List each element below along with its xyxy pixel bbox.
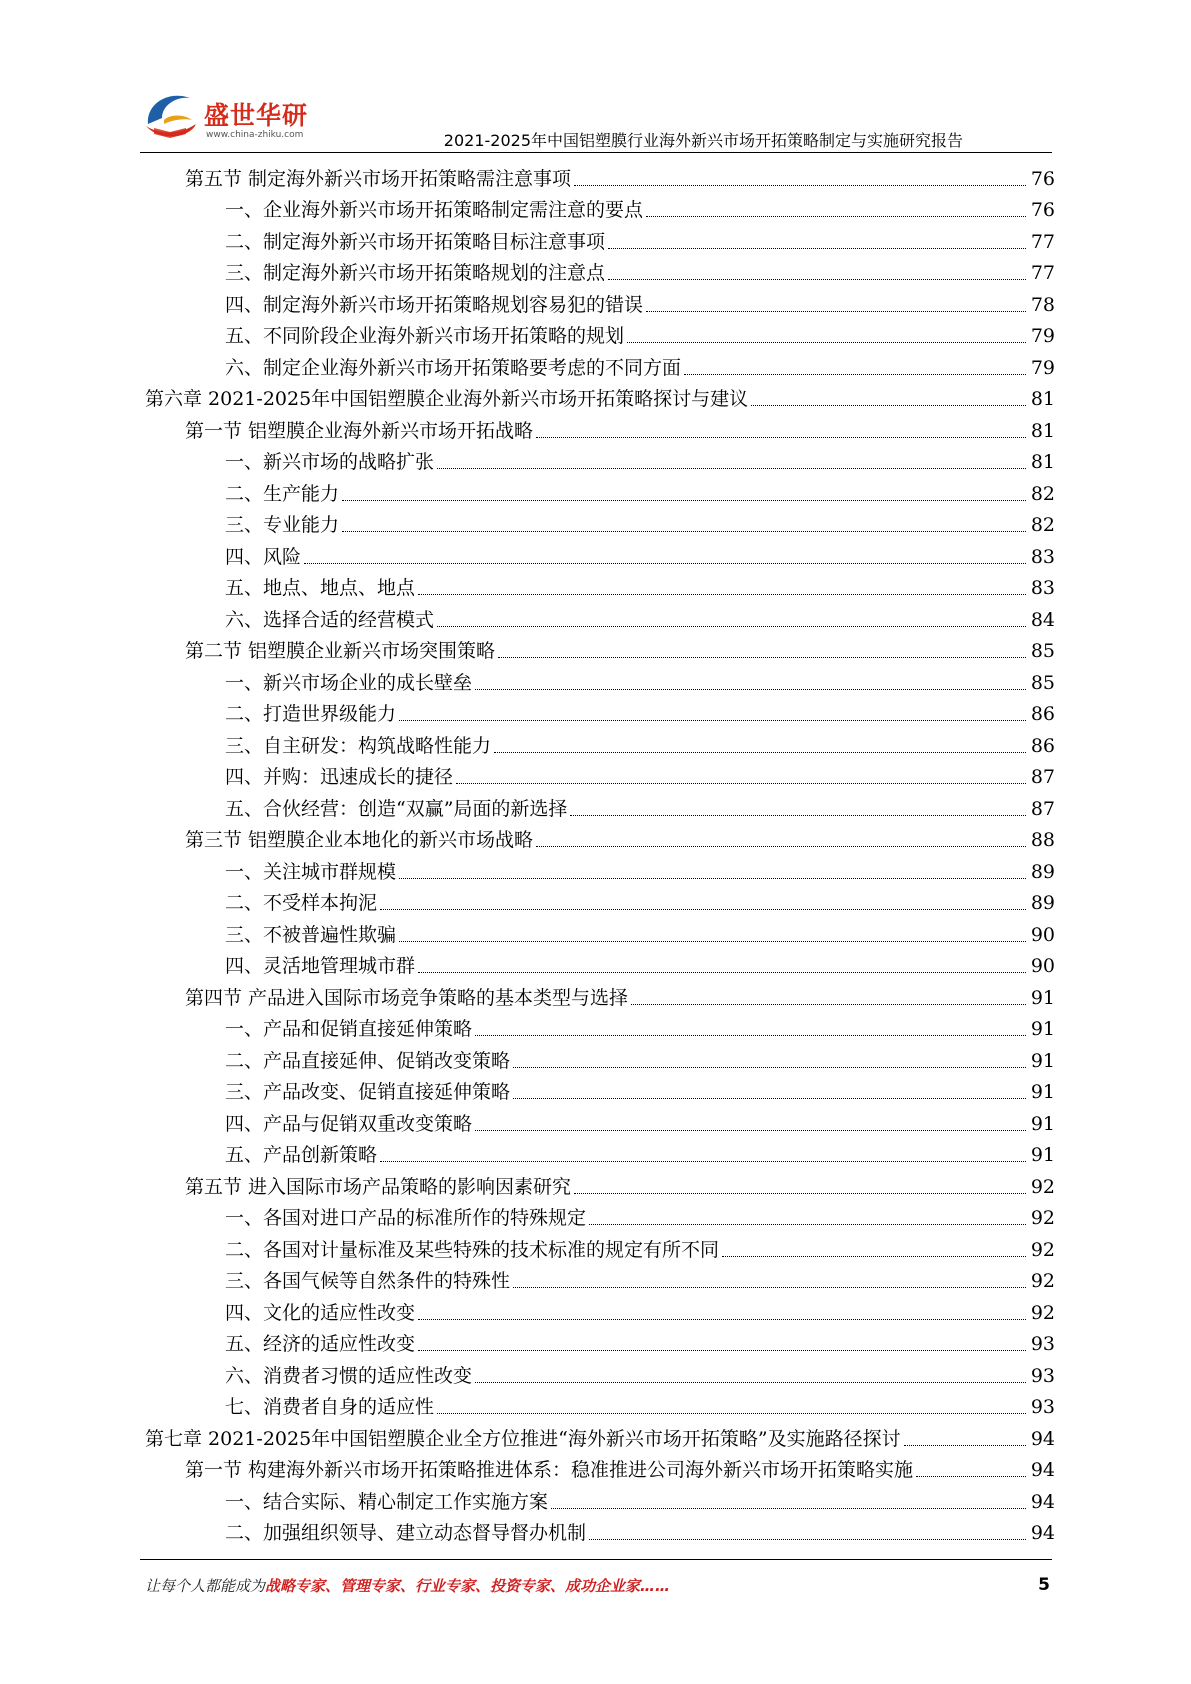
- toc-entry[interactable]: [145, 1294, 1055, 1326]
- toc-entry[interactable]: [145, 1515, 1055, 1547]
- toc-entry-page: 85: [1030, 671, 1055, 694]
- toc-leader-dots: [536, 437, 1026, 438]
- toc-entry-title: 五、合伙经营：创造“双赢”局面的新选择: [225, 797, 568, 820]
- toc-leader-dots: [437, 626, 1026, 627]
- page-footer: [145, 1575, 1050, 1599]
- toc-entry-title: 第一节 铝塑膜企业海外新兴市场开拓战略: [185, 419, 534, 442]
- toc-leader-dots: [399, 720, 1026, 721]
- toc-entry[interactable]: [145, 1483, 1055, 1515]
- toc-entry-page: 91: [1030, 1018, 1055, 1040]
- toc-entry-page: 92: [1030, 1238, 1055, 1261]
- toc-entry-page: 87: [1030, 797, 1055, 820]
- toc-leader-dots: [722, 1256, 1026, 1257]
- toc-entry-page: 91: [1030, 986, 1055, 1009]
- toc-entry-title: 第二节 铝塑膜企业新兴市场突围策略: [185, 640, 496, 662]
- toc-entry-page: 91: [1030, 1144, 1055, 1166]
- toc-entry-page: 92: [1030, 1175, 1055, 1198]
- toc-entry-page: 77: [1030, 262, 1055, 284]
- toc-entry[interactable]: [145, 948, 1055, 980]
- toc-entry-title: 一、新兴市场企业的成长壁垒: [225, 671, 473, 694]
- toc-leader-dots: [418, 1350, 1026, 1351]
- toc-entry-title: 二、加强组织领导、建立动态督导督办机制: [225, 1522, 587, 1544]
- toc-entry-page: 86: [1030, 703, 1055, 725]
- logo-emblem-icon: [140, 84, 204, 148]
- toc-entry-page: 91: [1030, 1112, 1055, 1135]
- toc-entry-page: 91: [1030, 1081, 1055, 1103]
- toc-entry-page: 93: [1030, 1333, 1055, 1355]
- toc-leader-dots: [456, 783, 1026, 784]
- toc-leader-dots: [418, 972, 1026, 973]
- toc-entry-page: 81: [1030, 419, 1055, 442]
- toc-leader-dots: [589, 1224, 1026, 1225]
- toc-entry[interactable]: [145, 759, 1055, 791]
- toc-entry-title: 五、经济的适应性改变: [225, 1333, 416, 1355]
- toc-leader-dots: [513, 1067, 1026, 1068]
- toc-entry-page: 94: [1030, 1490, 1055, 1513]
- toc-leader-dots: [646, 311, 1026, 312]
- toc-entry-title: 第五节 进入国际市场产品策略的影响因素研究: [185, 1175, 572, 1198]
- toc-entry-title: 三、制定海外新兴市场开拓策略规划的注意点: [225, 262, 606, 284]
- toc-entry[interactable]: [145, 601, 1055, 633]
- table-of-contents: [145, 160, 1055, 1546]
- toc-entry-title: 六、消费者习惯的适应性改变: [225, 1364, 473, 1387]
- toc-entry-title: 第七章 2021-2025年中国铝塑膜企业全方位推进“海外新兴市场开拓策略”及实施路径探讨: [145, 1427, 901, 1450]
- toc-entry[interactable]: [145, 538, 1055, 570]
- toc-entry[interactable]: [145, 696, 1055, 728]
- toc-entry-page: 92: [1030, 1301, 1055, 1324]
- toc-leader-dots: [418, 1319, 1026, 1320]
- toc-entry-page: 76: [1030, 199, 1055, 221]
- toc-entry[interactable]: [145, 507, 1055, 539]
- toc-entry-page: 78: [1030, 293, 1055, 316]
- toc-entry-page: 79: [1030, 356, 1055, 379]
- toc-entry-title: 三、各国气候等自然条件的特殊性: [225, 1270, 511, 1292]
- toc-entry[interactable]: [145, 318, 1055, 350]
- toc-entry-page: 77: [1030, 230, 1055, 253]
- toc-entry-title: 一、新兴市场的战略扩张: [225, 451, 435, 473]
- toc-leader-dots: [494, 752, 1026, 753]
- toc-leader-dots: [684, 374, 1026, 375]
- logo-url: www.china-zhiku.com: [206, 130, 304, 140]
- footer-slogan-lead: 让每个人都能成为: [145, 1577, 266, 1595]
- toc-entry-title: 三、自主研发：构筑战略性能力: [225, 734, 492, 757]
- toc-leader-dots: [437, 468, 1026, 469]
- toc-entry-page: 85: [1030, 640, 1055, 662]
- toc-entry-page: 87: [1030, 766, 1055, 788]
- toc-entry[interactable]: [145, 727, 1055, 759]
- toc-entry[interactable]: [145, 633, 1055, 665]
- toc-entry[interactable]: [145, 1200, 1055, 1232]
- toc-entry[interactable]: [145, 1389, 1055, 1421]
- toc-leader-dots: [475, 689, 1026, 690]
- toc-entry[interactable]: [145, 1042, 1055, 1074]
- toc-entry[interactable]: [145, 160, 1055, 192]
- toc-leader-dots: [608, 248, 1026, 249]
- toc-entry-title: 四、文化的适应性改变: [225, 1301, 416, 1324]
- toc-leader-dots: [475, 1035, 1026, 1036]
- page-number: 5: [1038, 1575, 1050, 1595]
- toc-entry-title: 二、不受样本拘泥: [225, 892, 378, 914]
- toc-entry[interactable]: [145, 412, 1055, 444]
- page-header: [0, 0, 1191, 150]
- toc-leader-dots: [437, 1413, 1026, 1414]
- toc-entry[interactable]: [145, 570, 1055, 602]
- toc-entry[interactable]: [145, 853, 1055, 885]
- toc-leader-dots: [574, 1193, 1026, 1194]
- toc-entry[interactable]: [145, 475, 1055, 507]
- toc-entry-page: 92: [1030, 1270, 1055, 1292]
- toc-entry[interactable]: [145, 916, 1055, 948]
- toc-entry-page: 88: [1030, 829, 1055, 851]
- toc-leader-dots: [380, 909, 1026, 910]
- toc-leader-dots: [904, 1445, 1026, 1446]
- toc-entry-page: 79: [1030, 325, 1055, 347]
- toc-entry-title: 一、企业海外新兴市场开拓策略制定需注意的要点: [225, 199, 644, 221]
- toc-entry[interactable]: [145, 1263, 1055, 1295]
- toc-entry-title: 四、灵活地管理城市群: [225, 955, 416, 977]
- toc-entry-page: 86: [1030, 734, 1055, 757]
- toc-entry-title: 五、产品创新策略: [225, 1144, 378, 1166]
- logo-name: 盛世华研: [204, 101, 309, 130]
- toc-entry-page: 83: [1030, 545, 1055, 568]
- toc-entry[interactable]: [145, 1105, 1055, 1137]
- toc-entry-title: 三、产品改变、促销直接延伸策略: [225, 1081, 511, 1103]
- toc-entry-title: 一、产品和促销直接延伸策略: [225, 1018, 473, 1040]
- toc-leader-dots: [342, 531, 1026, 532]
- toc-entry-title: 二、产品直接延伸、促销改变策略: [225, 1049, 511, 1072]
- toc-entry-page: 90: [1030, 955, 1055, 977]
- toc-entry-title: 第四节 产品进入国际市场竞争策略的基本类型与选择: [185, 986, 629, 1009]
- toc-entry[interactable]: [145, 444, 1055, 476]
- toc-entry-page: 81: [1030, 388, 1055, 410]
- toc-entry[interactable]: [145, 1357, 1055, 1389]
- toc-leader-dots: [418, 594, 1026, 595]
- toc-entry-page: 93: [1030, 1364, 1055, 1387]
- toc-entry-page: 82: [1030, 514, 1055, 536]
- toc-entry-title: 第一节 构建海外新兴市场开拓策略推进体系：稳准推进公司海外新兴市场开拓策略实施: [185, 1459, 914, 1481]
- toc-entry-title: 第六章 2021-2025年中国铝塑膜企业海外新兴市场开拓策略探讨与建议: [145, 388, 749, 410]
- toc-entry-page: 84: [1030, 608, 1055, 631]
- toc-entry-page: 94: [1030, 1427, 1055, 1450]
- toc-leader-dots: [399, 941, 1026, 942]
- toc-leader-dots: [304, 563, 1026, 564]
- toc-entry[interactable]: [145, 1168, 1055, 1200]
- toc-leader-dots: [751, 405, 1026, 406]
- toc-entry-title: 二、生产能力: [225, 482, 340, 505]
- toc-entry-title: 二、打造世界级能力: [225, 703, 397, 725]
- toc-entry[interactable]: [145, 286, 1055, 318]
- toc-leader-dots: [608, 279, 1026, 280]
- toc-leader-dots: [536, 846, 1026, 847]
- toc-entry-title: 一、关注城市群规模: [225, 860, 397, 883]
- toc-entry[interactable]: [145, 1074, 1055, 1106]
- toc-entry-page: 76: [1030, 167, 1055, 190]
- toc-entry[interactable]: [145, 1231, 1055, 1263]
- toc-entry-page: 89: [1030, 892, 1055, 914]
- toc-entry-title: 四、制定海外新兴市场开拓策略规划容易犯的错误: [225, 293, 644, 316]
- toc-entry-title: 六、制定企业海外新兴市场开拓策略要考虑的不同方面: [225, 356, 682, 379]
- toc-leader-dots: [589, 1539, 1026, 1540]
- toc-entry-title: 三、专业能力: [225, 514, 340, 536]
- toc-entry-page: 94: [1030, 1522, 1055, 1544]
- toc-leader-dots: [342, 500, 1026, 501]
- toc-entry[interactable]: [145, 349, 1055, 381]
- toc-entry-page: 91: [1030, 1049, 1055, 1072]
- toc-entry-title: 四、风险: [225, 545, 302, 568]
- logo: [140, 84, 340, 150]
- report-title: 2021-2025年中国铝塑膜行业海外新兴市场开拓策略制定与实施研究报告: [443, 131, 963, 150]
- toc-leader-dots: [570, 815, 1026, 816]
- toc-entry-title: 五、不同阶段企业海外新兴市场开拓策略的规划: [225, 325, 625, 347]
- toc-entry[interactable]: [145, 822, 1055, 854]
- toc-leader-dots: [627, 342, 1026, 343]
- toc-entry-title: 一、各国对进口产品的标准所作的特殊规定: [225, 1207, 587, 1229]
- toc-entry-page: 81: [1030, 451, 1055, 473]
- toc-entry[interactable]: [145, 1420, 1055, 1452]
- toc-entry-page: 82: [1030, 482, 1055, 505]
- footer-slogan-roles: 战略专家、管理专家、行业专家、投资专家、成功企业家……: [265, 1577, 671, 1595]
- toc-entry[interactable]: [145, 664, 1055, 696]
- toc-entry[interactable]: [145, 1011, 1055, 1043]
- footer-divider: [140, 1559, 1052, 1560]
- toc-entry[interactable]: [145, 790, 1055, 822]
- toc-entry[interactable]: [145, 381, 1055, 413]
- toc-leader-dots: [646, 216, 1026, 217]
- toc-entry-title: 六、选择合适的经营模式: [225, 608, 435, 631]
- toc-leader-dots: [380, 1161, 1026, 1162]
- toc-entry-page: 94: [1030, 1459, 1055, 1481]
- toc-leader-dots: [916, 1476, 1026, 1477]
- toc-leader-dots: [475, 1130, 1026, 1131]
- toc-entry-title: 二、制定海外新兴市场开拓策略目标注意事项: [225, 230, 606, 253]
- toc-leader-dots: [513, 1098, 1026, 1099]
- toc-entry-title: 五、地点、地点、地点: [225, 577, 416, 599]
- toc-leader-dots: [513, 1287, 1026, 1288]
- toc-entry-title: 四、产品与促销双重改变策略: [225, 1112, 473, 1135]
- toc-entry-title: 四、并购：迅速成长的捷径: [225, 766, 454, 788]
- toc-entry-page: 83: [1030, 577, 1055, 599]
- toc-entry-title: 七、消费者自身的适应性: [225, 1396, 435, 1418]
- toc-leader-dots: [475, 1382, 1026, 1383]
- toc-entry[interactable]: [145, 1137, 1055, 1169]
- toc-entry[interactable]: [145, 885, 1055, 917]
- toc-entry-title: 第三节 铝塑膜企业本地化的新兴市场战略: [185, 829, 534, 851]
- toc-leader-dots: [399, 878, 1026, 879]
- toc-leader-dots: [498, 657, 1026, 658]
- toc-entry[interactable]: [145, 1452, 1055, 1484]
- toc-entry-title: 三、不被普遍性欺骗: [225, 923, 397, 946]
- header-divider: [140, 152, 1052, 153]
- toc-entry-title: 第五节 制定海外新兴市场开拓策略需注意事项: [185, 167, 572, 190]
- toc-entry-page: 89: [1030, 860, 1055, 883]
- toc-entry-title: 二、各国对计量标准及某些特殊的技术标准的规定有所不同: [225, 1238, 720, 1261]
- toc-entry-title: 一、结合实际、精心制定工作实施方案: [225, 1490, 549, 1513]
- toc-entry[interactable]: [145, 255, 1055, 287]
- toc-entry[interactable]: [145, 1326, 1055, 1358]
- toc-leader-dots: [551, 1508, 1026, 1509]
- toc-entry-page: 92: [1030, 1207, 1055, 1229]
- toc-entry[interactable]: [145, 192, 1055, 224]
- toc-entry[interactable]: [145, 979, 1055, 1011]
- toc-leader-dots: [574, 185, 1026, 186]
- toc-entry-page: 93: [1030, 1396, 1055, 1418]
- toc-leader-dots: [631, 1004, 1026, 1005]
- toc-entry-page: 90: [1030, 923, 1055, 946]
- toc-entry[interactable]: [145, 223, 1055, 255]
